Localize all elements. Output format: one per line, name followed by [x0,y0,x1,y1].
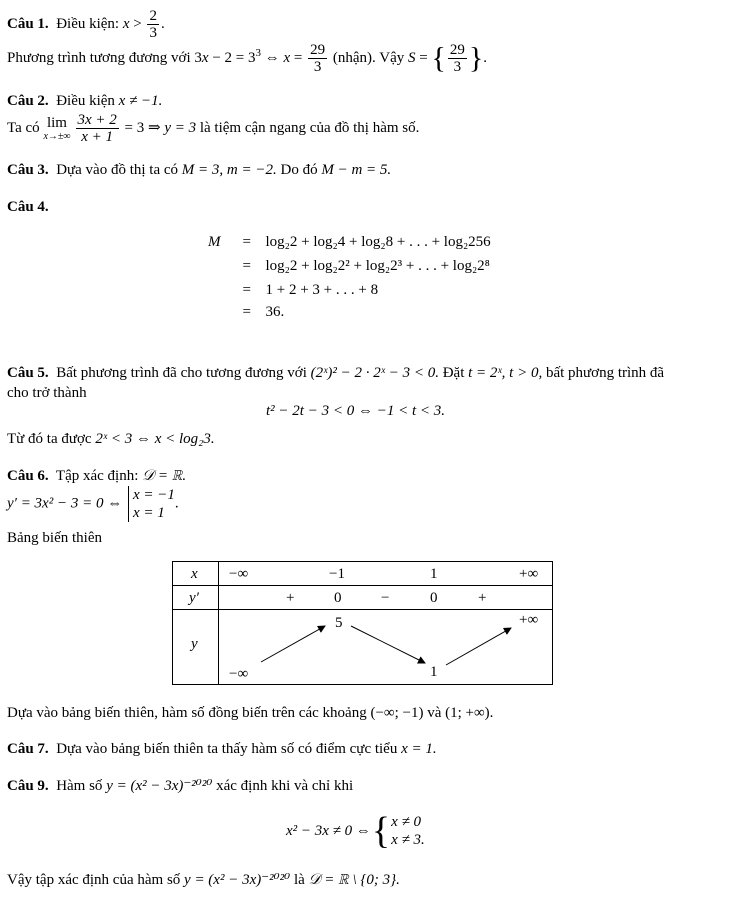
c4-label: Câu 4. [7,199,49,215]
c9-system-brace: { [371,810,391,852]
c9-final [7,871,400,889]
c1-set-den: 3 [453,59,462,75]
c4-r2: log₂2 + log₂2² + log₂2³ + . . . + log₂2⁸ [265,258,490,274]
c5-center [266,401,445,421]
c9-system [391,813,425,849]
c6-bbt-title-text: Bảng biến thiên [7,530,102,546]
c1-cond: Điều kiện: [56,15,120,32]
c1-p2h: . [483,49,488,66]
x-val-neg-inf: −∞ [229,566,249,582]
sign-plus-1: + [286,590,295,606]
sign-zero-1: 0 [334,590,342,606]
c1-set-num: 29 [449,42,465,58]
c3-text-a: Dựa vào đồ thị ta có [56,162,179,178]
c1-p2a: Phương trình tương đương với 3 [7,49,202,66]
c5-text-a: Bất phương trình đã cho tương đương với [56,365,307,381]
c2-frac [76,112,119,145]
arrow-up-1 [261,626,325,662]
c1-line1 [7,8,165,41]
c9-sys2: x ≠ 3. [391,832,425,848]
c5-expr-a: (2ˣ)² − 2 · 2ˣ − 3 < 0. [310,365,439,381]
c7-text: Dựa vào bảng biến thiên ta thấy hàm số có điểm cực tiểu [56,741,398,757]
c6-sol2: x = 1 [132,505,165,521]
c9-final-c: 𝒟 = ℝ \ {0; 3}. [308,872,400,888]
c9-expr-a: y = (x² − 3x)⁻²⁰²⁰ [106,778,213,794]
c1-set-frac [448,42,467,75]
c2-lim-sub: x→±∞ [43,130,71,142]
c9-final-a: Vậy tập xác định của hàm số [7,872,181,888]
c9-final-b: là [293,872,305,888]
c1-end: . [160,15,165,32]
x-val-neg-one: −1 [329,566,345,582]
x-val-pos-inf: +∞ [519,566,539,582]
y-val-min: 1 [430,664,438,680]
c5-label: Câu 5. [7,365,49,381]
c2-den: x + 1 [81,129,114,145]
variation-arrows [173,562,554,686]
sign-plus-2: + [478,590,487,606]
c2-p2c: y = 3 [164,119,197,136]
c4-eq1: = [242,234,251,250]
c1-p2b: x [201,49,209,66]
c6-deriv: y′ = 3x² − 3 = 0 ⇔ [7,495,123,512]
c6-end: . [174,495,179,512]
c1-frac [147,8,159,41]
c7-expr: x = 1. [401,741,437,757]
c1-result-frac [308,42,327,75]
c4-row4 [208,302,284,322]
c2-lim-word: lim [46,114,67,131]
c4-row3 [208,280,378,300]
c9-center-expr: x² − 3x ≠ 0 ⇔ [286,823,371,839]
c1-S: S [408,49,416,66]
c2-cond-expr: x ≠ −1. [118,93,163,109]
c5-text-d: cho trở thành [7,385,87,401]
c3-line [7,161,391,179]
c1-r-den: 3 [313,59,322,75]
c7-line [7,740,437,758]
table-label-x: x [191,566,198,582]
c4-r3: 1 + 2 + 3 + . . . + 8 [265,282,379,298]
c7-label: Câu 7. [7,741,49,757]
c9-sys1: x ≠ 0 [391,814,422,830]
c3-expr2: M − m = 5. [321,162,392,178]
c4-r1: log₂2 + log₂4 + log₂8 + . . . + log₂256 [265,234,491,250]
y-val-pos-inf: +∞ [519,612,539,628]
c4-M: M [208,234,221,250]
c1-p2c: − 2 = 3 [208,49,256,66]
c4-row1 [208,232,491,252]
c2-num: 3x + 2 [77,112,117,128]
c5-line3 [7,430,215,448]
c1-label: Câu 1. [7,15,49,32]
c5-text-c: bất phương trình đã [545,365,665,381]
c1-r-num: 29 [310,42,326,58]
c9-line1 [7,777,353,795]
arrow-down [351,626,425,663]
c9-label: Câu 9. [7,778,49,794]
c4-eq3: = [242,282,251,298]
c6-domain-expr: 𝒟 = ℝ. [142,468,187,484]
y-val-neg-inf: −∞ [229,666,249,682]
c6-after [7,704,493,722]
c1-frac-den: 3 [149,25,157,41]
y-val-max: 5 [335,615,343,631]
c1-p2exp: 3 [255,46,261,59]
c5-line2 [7,384,87,402]
c5-expr-e: 2ˣ < 3 ⇔ x < log₂3. [95,431,215,447]
table-label-yprime: y′ [189,590,199,606]
c1-brace-open: { [431,41,446,75]
c4-row2 [208,256,490,276]
c6-sol1: x = −1 [132,487,175,503]
c2-cond: Điều kiện [56,93,115,109]
c1-p2g: = [415,49,432,66]
c6-line1 [7,467,186,485]
c9-final-expr: y = (x² − 3x)⁻²⁰²⁰ [184,872,291,888]
c9-text-a: Hàm số [56,778,103,794]
c1-p2d: ⇔ [260,49,284,66]
c1-x: x [122,15,130,32]
c4-line [7,198,49,216]
variation-table [172,561,553,685]
c3-label: Câu 3. [7,162,49,178]
c9-text-b: xác định khi và chỉ khi [216,778,354,794]
c2-p2a: Ta có [7,119,40,136]
sign-minus: − [381,590,390,606]
c3-expr1: M = 3, m = −2. [181,162,277,178]
c4-eq4: = [242,304,251,320]
c2-line1 [7,92,162,110]
c1-gt: > [129,15,146,32]
c3-text-b: Do đó [280,162,318,178]
table-label-y: y [191,636,198,652]
c4-eq2: = [242,258,251,274]
c2-lim [43,115,70,143]
c1-p2e: = [290,49,307,66]
sign-zero-2: 0 [430,590,438,606]
c5-text-e: Từ đó ta được [7,431,92,447]
x-val-one: 1 [430,566,438,582]
c6-label: Câu 6. [7,468,49,484]
c6-solutions [128,486,175,522]
c5-text-b: Đặt [442,365,465,381]
c6-bbt-title [7,529,102,547]
c5-center-expr: t² − 2t − 3 < 0 ⇔ −1 < t < 3. [266,403,445,419]
c1-frac-num: 2 [149,8,157,24]
arrow-up-2 [446,628,511,665]
c9-center [286,812,425,850]
c5-line1 [7,364,664,382]
c6-domain-text: Tập xác định: [55,468,139,484]
c4-r4: 36. [265,304,285,320]
c1-line2 [7,42,487,75]
c1-p2f: (nhận). Vậy [329,49,408,66]
c6-after-text: Dựa vào bảng biến thiên, hàm số đồng biến trên các khoảng (−∞; −1) và (1; +∞). [7,705,494,721]
c2-line2 [7,112,419,145]
c1-brace-close: } [468,41,484,75]
c6-line2 [7,486,179,522]
c1-p2x: x [283,49,291,66]
c5-expr-b: t = 2ˣ, t > 0, [468,365,543,381]
c2-p2d: là tiệm cận ngang của đồ thị hàm số. [199,119,420,136]
c2-label: Câu 2. [7,93,49,109]
c2-p2b: = 3 ⇒ [124,119,161,136]
